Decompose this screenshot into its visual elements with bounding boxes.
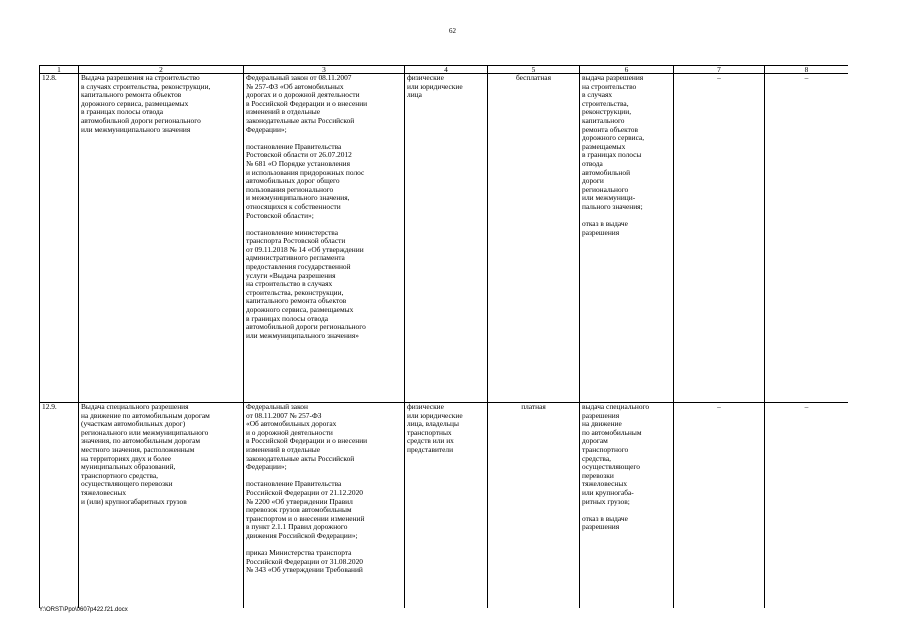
legal-basis: Федеральный закон от 08.11.2007 № 257-ФЗ «Об автомобильных дорогах и о дорожной деятельности в Российской Федерации и о внесении изменений в отдельные законодательные акты Российской Федерации»; постановление Правительства Российской Федерации от 21.12.2020 № 2200 «Об утверждении Правил перевозок грузов автомобильным транспортом и о внесении изменений в пункт 2.1.1 Правил дорожного движения Российской Федерации»; приказ Министерства транспорта Российской Федерации от 31.08.2020 № 343 «Об утверждении Требований <box>244 403 405 609</box>
column-header: 4 <box>405 66 488 74</box>
result: выдача разрешения на строительство в случаях строительства, реконструкции, капитального ремонта объектов дорожного сервиса, размещаемых в границах полосы отвода автомобильной дороги регионального или межмуници- пального значения; отказ в выдаче разрешения <box>580 74 674 403</box>
service-name: Выдача разрешения на строительство в случаях строительства, реконструкции, капитального ремонта объектов дорожного сервиса, размещаемых в границах полосы отвода автомобильной дороги регионального или межмуниципального значения <box>79 74 244 403</box>
row-number: 12.8. <box>40 74 79 403</box>
service-name: Выдача специального разрешения на движение по автомобильным дорогам (участкам автомобильных дорог) регионального или межмуниципального значения, по автомобильным дорогам местного значения, расположенным на территориях двух и более муниципальных образований, транспортного средства, осуществляющего перевозки тяжеловесных и (или) крупногабаритных грузов <box>79 403 244 609</box>
column-8-value: – <box>765 403 849 609</box>
column-header: 6 <box>580 66 674 74</box>
result: выдача специального разрешения на движение по автомобильным дорогам транспортного средства, осуществляющего перевозки тяжеловесных или крупногаба- ритных грузов; отказ в выдаче разрешения <box>580 403 674 609</box>
applicants: физические или юридические лица <box>405 74 488 403</box>
legal-basis: Федеральный закон от 08.11.2007 № 257-ФЗ «Об автомобильных дорогах и о дорожной деятельности в Российской Федерации и о внесении изменений в отдельные законодательные акты Российской Федерации»; постановление Правительства Ростовской области от 26.07.2012 № 681 «О Порядке установления и использования придорожных полос автомобильных дорог общего пользования регионального и межмуниципального значения, относящихся к собственности Ростовской области»; постановление министерства транспорта Ростовской области от 09.11.2018 № 14 «Об утверждении административного регламента предоставления государственной услуги «Выдача разрешения на строительство в случаях строительства, реконструкции, капитального ремонта объектов дорожного сервиса, размещаемых в границах полосы отвода автомобильной дороги регионального или межмуниципального значения» <box>244 74 405 403</box>
column-header: 8 <box>765 66 849 74</box>
column-7-value: – <box>674 74 765 403</box>
cost: платная <box>488 403 580 609</box>
services-table-container <box>39 65 848 608</box>
table-row <box>40 74 849 403</box>
column-header: 7 <box>674 66 765 74</box>
column-header: 3 <box>244 66 405 74</box>
column-header: 2 <box>79 66 244 74</box>
cost: бесплатная <box>488 74 580 403</box>
applicants: физические или юридические лица, владельцы транспортных средств или их представители <box>405 403 488 609</box>
row-number: 12.9. <box>40 403 79 609</box>
page-number: 62 <box>449 27 456 35</box>
table-header-row <box>40 66 849 74</box>
column-8-value: – <box>765 74 849 403</box>
column-header: 1 <box>40 66 79 74</box>
table-row <box>40 403 849 609</box>
column-7-value: – <box>674 403 765 609</box>
services-table <box>39 65 848 608</box>
file-path-footer: Y:\ORST\Ppo\0607p422.f21.docx <box>39 607 128 613</box>
column-header: 5 <box>488 66 580 74</box>
